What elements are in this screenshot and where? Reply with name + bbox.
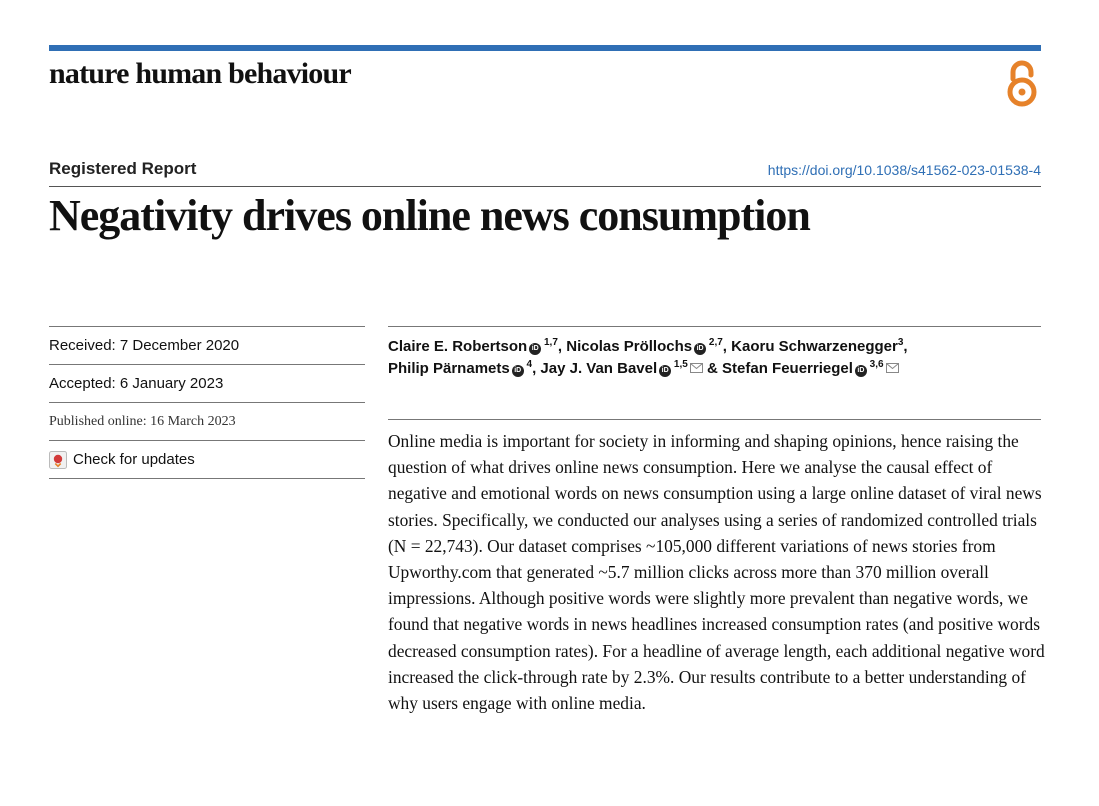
author-separator: , <box>532 360 541 377</box>
open-access-icon <box>1002 58 1042 108</box>
received-date: Received: 7 December 2020 <box>49 326 365 364</box>
author-name[interactable] <box>540 360 702 377</box>
abstract: Online media is important for society in informing and shaping opinions, hence raising the question of what drives online news consumption. Here we analyse the causal effect of negative and emotional words on news consumption using a large online dataset of viral news stories. Specifically, we conducted our analyses using a series of randomized controlled trials (N = 22,743). Our dataset comprises ~105,000 different variations of news stories from Upworthy.com that generated ~5.7 million clicks across more than 370 million overall impressions. Although positive words were slightly more prevalent than negative words, we found that negative words in news headlines increased consumption rates (and positive words decreased consumption rates). For a headline of average length, each additional negative word increased the click-through rate by 2.3%. Our results contribute to a better understanding of why users engage with online media. <box>388 431 1045 714</box>
author-name[interactable] <box>388 360 532 377</box>
author-name[interactable] <box>566 338 723 355</box>
orcid-icon[interactable]: iD <box>855 365 867 377</box>
author-separator: , <box>557 338 567 355</box>
journal-name: nature human behaviour <box>49 57 351 90</box>
author-affiliation: 3 <box>897 337 904 348</box>
author-separator: & <box>702 360 723 377</box>
published-date: Published online: 16 March 2023 <box>49 402 365 440</box>
envelope-icon[interactable] <box>690 363 703 373</box>
doi-link[interactable]: https://doi.org/10.1038/s41562-023-01538-4 <box>767 162 1041 178</box>
check-for-updates-icon <box>49 451 67 469</box>
author-name-text: Philip Pärnamets <box>388 360 510 377</box>
abstract-divider <box>388 419 1041 420</box>
author-separator: , <box>722 338 732 355</box>
author-list <box>388 327 1041 380</box>
author-affiliation: 1,5 <box>671 359 688 370</box>
orcid-icon[interactable]: iD <box>512 365 524 377</box>
article-type: Registered Report <box>49 159 197 178</box>
article-title: Negativity drives online news consumption <box>49 191 810 240</box>
orcid-icon[interactable]: iD <box>529 343 541 355</box>
author-name[interactable] <box>388 338 558 355</box>
authors-block <box>388 326 1041 380</box>
article-type-divider <box>49 186 1041 187</box>
author-name-text: Jay J. Van Bavel <box>540 360 658 377</box>
accepted-date: Accepted: 6 January 2023 <box>49 364 365 402</box>
author-name-text: Claire E. Robertson <box>388 338 528 355</box>
author-name[interactable] <box>731 338 903 355</box>
check-updates-row <box>49 440 365 479</box>
author-affiliation: 1,7 <box>541 337 558 348</box>
author-name-text: Nicolas Pröllochs <box>566 338 693 355</box>
article-dates <box>49 326 365 479</box>
author-name[interactable] <box>722 360 899 377</box>
check-for-updates-label: Check for updates <box>73 451 195 468</box>
check-for-updates-button[interactable] <box>49 441 365 478</box>
author-affiliation: 3,6 <box>866 359 884 370</box>
author-separator: , <box>903 338 908 355</box>
author-name-text: Stefan Feuerriegel <box>722 360 853 377</box>
author-affiliation: 2,7 <box>706 337 723 348</box>
author-name-text: Kaoru Schwarzenegger <box>731 338 898 355</box>
journal-header-rule <box>49 45 1041 51</box>
envelope-icon[interactable] <box>886 363 899 373</box>
orcid-icon[interactable]: iD <box>659 365 671 377</box>
author-affiliation: 4 <box>523 359 533 370</box>
orcid-icon[interactable]: iD <box>694 343 706 355</box>
